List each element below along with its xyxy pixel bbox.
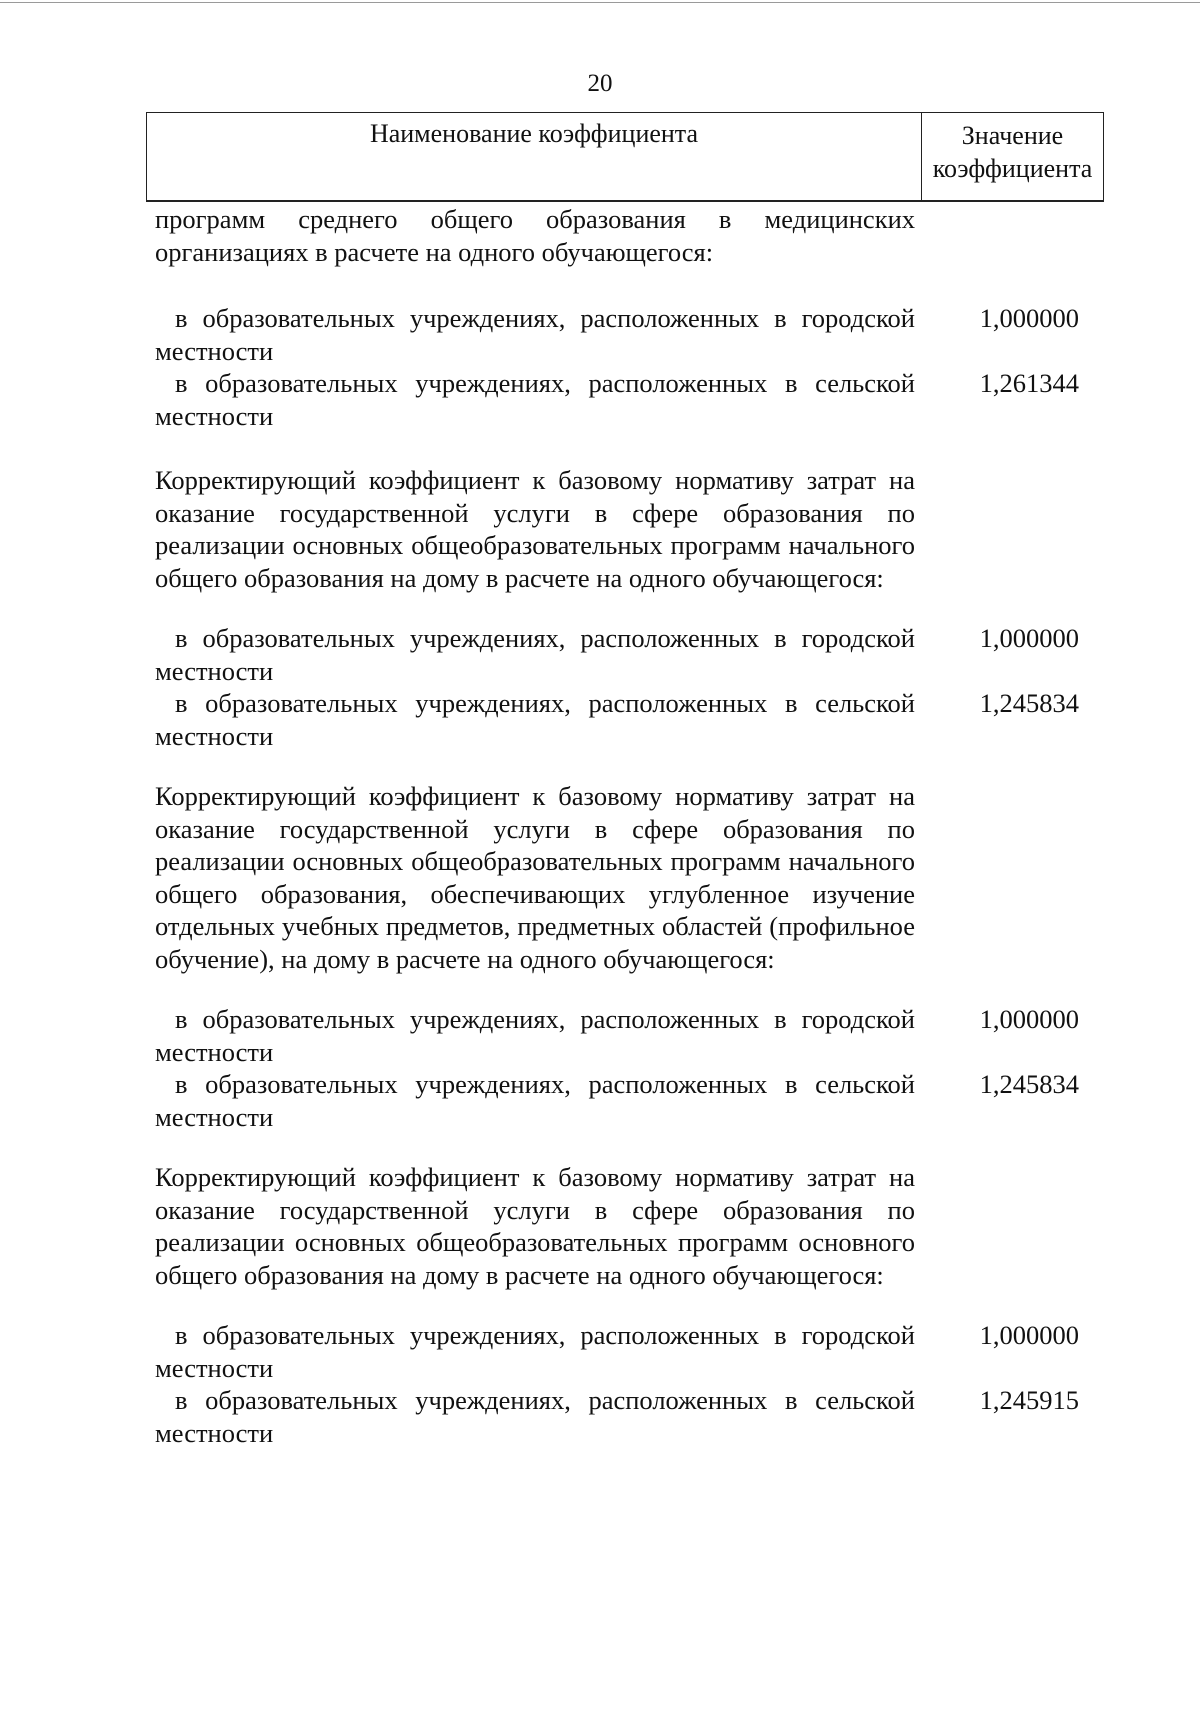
row-label: в образовательных учреждениях, расположенных в городской местности [155,623,915,686]
spacer [155,268,1085,302]
table-row [155,687,1085,752]
spacer [155,975,1085,1003]
spacer [155,594,1085,622]
spacer [155,752,1085,780]
section-intro: Корректирующий коэффициент к базовому нормативу затрат на оказание государственной услуги в сфере образования по реализации основных общеобразовательных программ основного общего образования на дому в расчете на одного обучающегося: [155,1162,915,1290]
spacer [155,432,1085,464]
row-label: в образовательных учреждениях, расположенных в городской местности [155,1004,915,1067]
row-value: 1,000000 [979,303,1079,333]
section-intro: Корректирующий коэффициент к базовому нормативу затрат на оказание государственной услуги в сфере образования по реализации основных общеобразовательных программ начального общего образования, обеспечивающих углубленное изучение отдельных учебных предметов, предметных областей (профильное обучение), на дому в расчете на одного обучающегося: [155,781,915,974]
table-row [155,367,1085,432]
top-border-line [0,2,1200,3]
row-value: 1,000000 [979,1320,1079,1350]
row-label: в образовательных учреждениях, расположенных в сельской местности [155,1069,915,1132]
table-row [155,622,1085,687]
row-value: 1,245834 [979,1069,1079,1099]
row-label: в образовательных учреждениях, расположенных в сельской местности [155,688,915,751]
row-value: 1,000000 [979,623,1079,653]
column-header-value-line2: коэффициента [932,154,1093,183]
row-label: в образовательных учреждениях, расположенных в городской местности [155,303,915,366]
row-value: 1,245915 [979,1385,1079,1415]
row-label: в образовательных учреждениях, расположенных в сельской местности [155,368,915,431]
column-header-value [922,113,1103,206]
section-intro: программ среднего общего образования в медицинских организациях в расчете на одного обучающегося: [155,204,915,267]
row-value: 1,245834 [979,688,1079,718]
table-row [155,1003,1085,1068]
column-header-value-line1: Значение [961,121,1064,150]
table-row [155,1068,1085,1133]
spacer [155,1133,1085,1161]
table-row [155,302,1085,367]
table-row [155,1319,1085,1384]
section-intro: Корректирующий коэффициент к базовому нормативу затрат на оказание государственной услуги в сфере образования по реализации основных общеобразовательных программ начального общего образования на дому в расчете на одного обучающегося: [155,465,915,593]
table-row [155,1384,1085,1449]
row-label: в образовательных учреждениях, расположенных в городской местности [155,1320,915,1383]
column-header-name: Наименование коэффициента [147,113,922,200]
row-value: 1,000000 [979,1004,1079,1034]
page-number: 20 [587,70,613,97]
table-header [146,112,1104,202]
row-label: в образовательных учреждениях, расположенных в сельской местности [155,1385,915,1448]
document-body [155,203,1085,1449]
row-value: 1,261344 [979,368,1079,398]
spacer [155,1291,1085,1319]
